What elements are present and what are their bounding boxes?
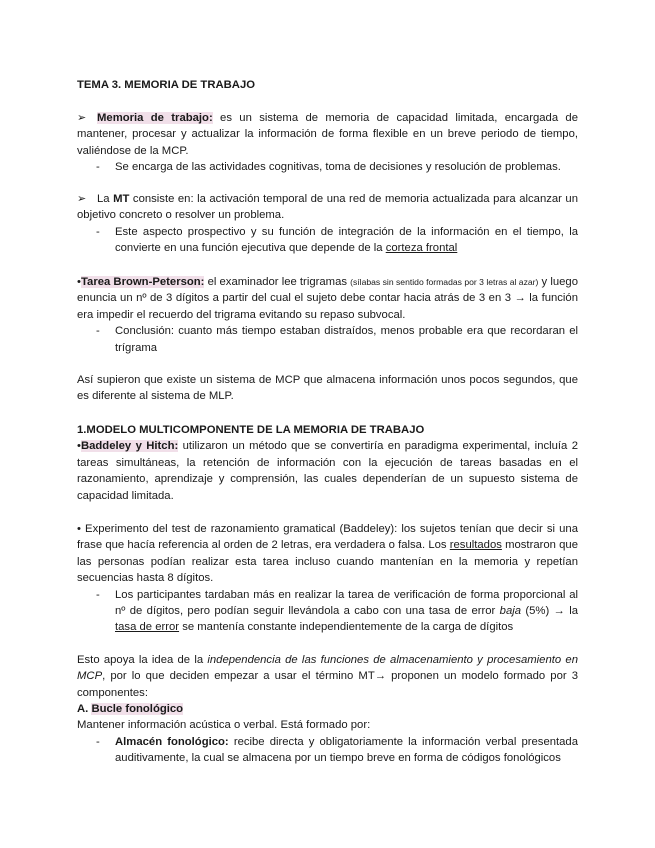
- section-independencia: [77, 652, 578, 701]
- arrow-bullet-icon: ➢: [77, 112, 87, 124]
- paragraph-text: • Experimento del test de razonamiento gramatical (Baddeley): los sujetos tenían que decir si una frase que hacía referencia al orden de 2 letras, era verdadera o falsa. Los: [77, 523, 578, 552]
- underlined-term: tasa de error: [115, 621, 180, 634]
- dash-list-item: [96, 587, 578, 636]
- paragraph-text: utilizaron un método que se convertiría en paradigma experimental, incluía 2 tareas simultáneas, la retención de información con la ejecución de tareas basadas en el razonamiento, aprendizaje y comprensión, las cuales dependerían de un supuesto sistema de capacidad limitada.: [77, 440, 578, 502]
- dash-list-item: [96, 734, 578, 767]
- dash-item-text-part: se mantenía constante independientemente de la carga de dígitos: [179, 621, 514, 634]
- small-note: (sílabas sin sentido formadas por 3 letras al azar): [350, 277, 539, 287]
- section-heading: 1.MODELO MULTICOMPONENTE DE LA MEMORIA DE TRABAJO: [77, 424, 425, 436]
- bullet-icon: •: [77, 276, 81, 288]
- dash-item-text: [115, 587, 578, 636]
- term-highlight: Memoria de trabajo:: [97, 112, 213, 124]
- italic-term: independencia de las funciones de almacenamiento y procesamiento en MCP: [77, 654, 578, 683]
- dash-item-text-part: Este aspecto prospectivo y su función de integración de la información en el tiempo, la convierte en una función ejecutiva que depende de la: [115, 225, 578, 255]
- paragraph-text: mostraron que las personas podían realizar esta tarea incluso cuando mantenían en la memoria y repetían secuencias hasta 8 dígitos.: [77, 539, 578, 585]
- dash-marker: -: [96, 225, 100, 238]
- underlined-term: corteza frontal: [385, 242, 458, 255]
- term-highlight: Tarea Brown-Peterson:: [80, 276, 205, 288]
- section-memoria-de-trabajo: [77, 110, 578, 176]
- paragraph-text: y luego enuncia un nº de 3 dígitos a partir del cual el sujeto debe contar hacia atrás de 3 en 3 → la función era impedir el recuerdo del trigrama evitando su repaso subvocal.: [77, 276, 578, 321]
- dash-marker: -: [96, 161, 100, 174]
- paragraph-text: el examinador lee trigramas: [204, 276, 351, 288]
- dash-marker: -: [96, 325, 100, 338]
- dash-item-text: Conclusión: cuanto más tiempo estaban distraídos, menos probable era que recordaran el trígrama: [115, 325, 578, 354]
- dash-marker: -: [96, 735, 100, 748]
- paragraph-text: consiste en: la activación temporal de una red de memoria actualizada para alcanzar un objetivo concreto o resolver un problema.: [77, 193, 578, 222]
- section-bucle-fonologico: [77, 701, 578, 767]
- section-experimento: [77, 521, 578, 636]
- term-bold: MT: [113, 193, 130, 205]
- document-title: TEMA 3. MEMORIA DE TRABAJO: [77, 79, 256, 91]
- section-mt: [77, 191, 578, 257]
- arrow-bullet-icon: ➢: [77, 193, 87, 205]
- document-title-block: [77, 77, 578, 93]
- dash-item-text: Se encarga de las actividades cognitivas, toma de decisiones y resolución de problemas.: [115, 161, 561, 174]
- dash-item-text-part: (5%) → la: [521, 605, 578, 618]
- paragraph: [77, 652, 578, 701]
- paragraph-text: La: [97, 193, 114, 205]
- paragraph: Así supieron que existe un sistema de MCP que almacena información unos pocos segundos, que es diferente al sistema de MLP.: [77, 374, 578, 403]
- bullet-icon: •: [77, 440, 81, 453]
- paragraph-text: , por lo que deciden empezar a usar el término MT→ proponen un modelo formado por 3 componentes:: [77, 670, 578, 699]
- paragraph: [77, 521, 578, 587]
- section-heading: [77, 701, 578, 717]
- section-brown-peterson: [77, 274, 578, 356]
- paragraph: Mantener información acústica o verbal. Está formado por:: [77, 719, 371, 732]
- paragraph: [77, 191, 578, 224]
- paragraph: [77, 274, 578, 323]
- dash-item-text: [115, 734, 578, 767]
- dash-item-text-part: Los participantes tardaban más en realizar la tarea de verificación de forma proporcional al nº de dígitos, pero podían seguir llevándola a cabo con una tasa de error: [115, 588, 578, 618]
- section-mcp-conclusion: [77, 372, 578, 405]
- heading-prefix: A.: [77, 703, 92, 715]
- paragraph: [77, 110, 578, 159]
- heading-highlight: Bucle fonológico: [91, 703, 184, 715]
- dash-marker: -: [96, 588, 100, 601]
- dash-item-text-part: recibe directa y obligatoriamente la información verbal presentada auditivamente, la cual se almacena por un tiempo breve en forma de códigos fonológicos: [115, 735, 578, 765]
- section-modelo-multicomponente: [77, 422, 578, 504]
- dash-list-item: [96, 323, 578, 356]
- term-highlight: Baddeley y Hitch:: [80, 440, 179, 453]
- underlined-term: resultados: [449, 539, 502, 552]
- paragraph-text: es un sistema de memoria de capacidad limitada, encargada de mantener, procesar y actualizar la información de forma flexible en un breve periodo de tiempo, valiéndose de la MCP.: [77, 112, 578, 157]
- dash-item-text: [115, 224, 578, 257]
- paragraph-text: Esto apoya la idea de la: [77, 654, 208, 666]
- dash-list-item: [96, 224, 578, 257]
- term-bold: Almacén fonológico:: [115, 735, 229, 748]
- dash-list-item: [96, 159, 578, 175]
- paragraph: [77, 438, 578, 504]
- italic-term: baja: [499, 605, 522, 618]
